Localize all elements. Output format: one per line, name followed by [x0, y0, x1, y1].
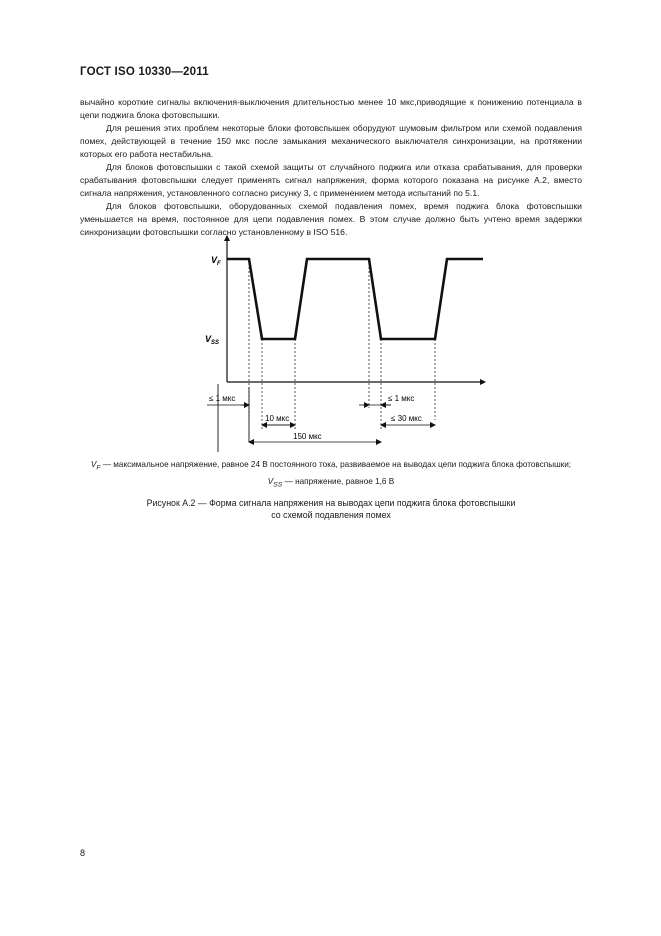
body-text — [80, 96, 582, 239]
legend-vss-line: $V_{SS}$ — напряжение, равное 1,6 В — [267, 476, 395, 489]
paragraph-2: Для решения этих проблем некоторые блоки фотовспышек оборудуют шумовым фильтром или схемой подавления помех, действующей в течение 150 мкс после замыкания механического выключателя синхронизации, на протяжении которых его работа нестабильна. — [80, 123, 582, 159]
legend-vf-line: $V_F$ — максимальное напряжение, равное 24 В постоянного тока, развиваемое на выводах цепи поджига блока фотовспышки; — [90, 460, 572, 472]
ten-us-label: 10 мкс — [265, 414, 290, 423]
waveform-svg — [195, 232, 495, 452]
caption-line-1: Рисунок А.2 — Форма сигнала напряжения на выводах цепи поджига блока фотовспышки — [146, 498, 516, 508]
paragraph-1: вычайно короткие сигналы включения-выключения длительностью менее 10 мкс,приводящие к понижению потенциала в цепи поджига блока фотовспышки. — [80, 97, 582, 120]
voltage-waveform-line — [227, 259, 483, 339]
le30-label: ≤ 30 мкс — [391, 414, 422, 423]
t150-label: 150 мкс — [293, 432, 322, 441]
vss-level-label: $V_{SS}$ — [205, 334, 220, 346]
le1-left-label: ≤ 1 мкс — [209, 394, 236, 403]
voltage-waveform-figure — [195, 232, 495, 452]
document-header: ГОСТ ISO 10330—2011 — [80, 66, 209, 78]
page-number: 8 — [80, 848, 86, 858]
paragraph-4: Для блоков фотовспышки, оборудованных схемой подавления помех, время поджига блока фотовспышки уменьшается на время, постоянное для цепи подавления помех. В этом случае должно быть учтено время задержки синхронизации фотовспышки согласно установленному в ISO 516. — [80, 201, 582, 237]
le1-right-label: ≤ 1 мкс — [388, 394, 415, 403]
figure-caption — [80, 497, 582, 521]
vf-level-label: $V_F$ — [211, 255, 221, 267]
paragraph-3: Для блоков фотовспышки с такой схемой защиты от случайного поджига или отказа срабатывания, для проверки срабатывания фотовспышки следует применять сигнал напряжения, форма которого показана на рисунке А.2, вместо сигнала напряжения, установленного согласно рисунку 3, с применением метода испытаний по 5.1. — [80, 162, 582, 198]
figure-legend — [80, 458, 582, 491]
caption-line-2: со схемой подавления помех — [271, 510, 391, 520]
